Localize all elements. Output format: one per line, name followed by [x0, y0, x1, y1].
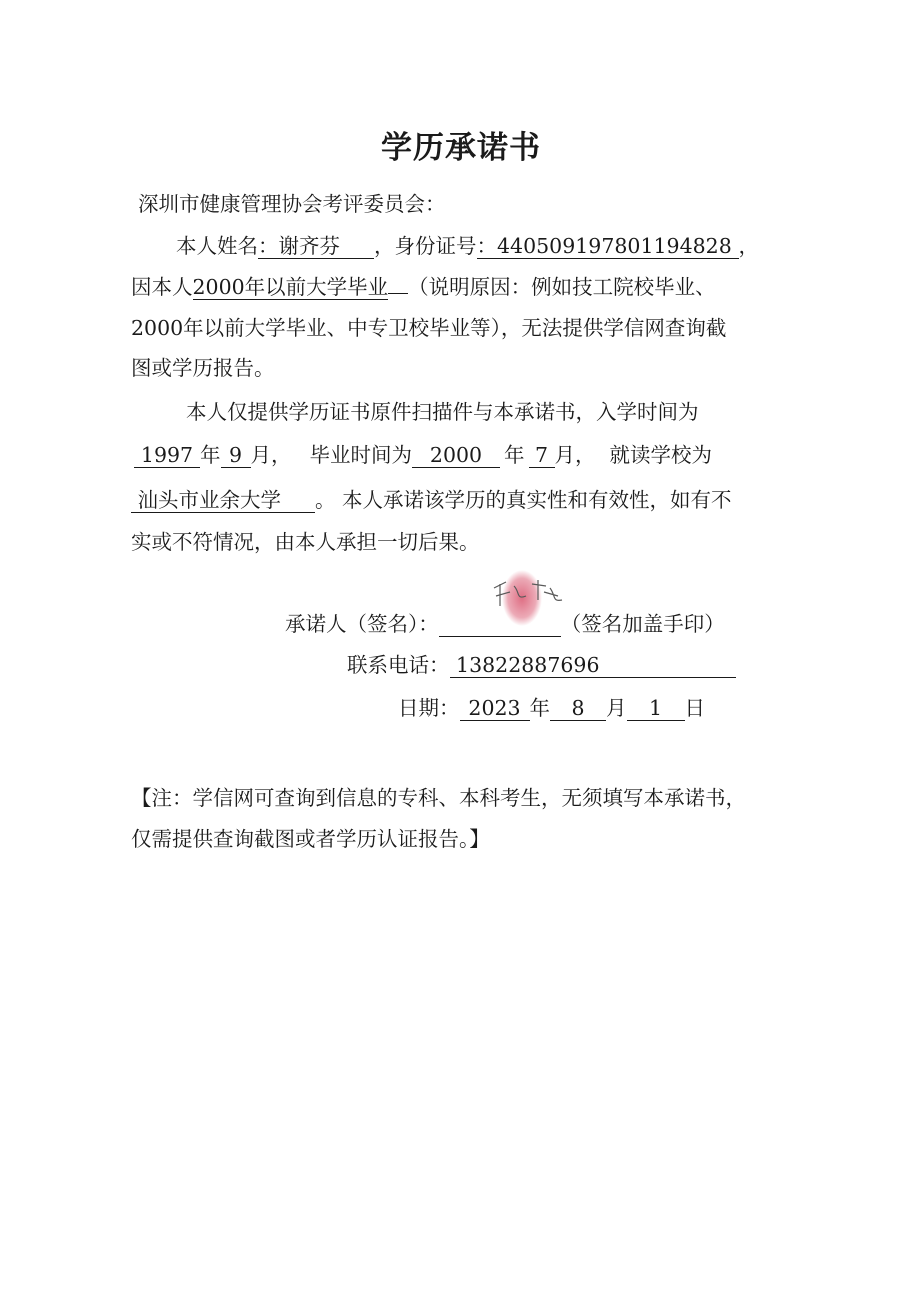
- graduation-month-unit: 月，: [554, 443, 596, 467]
- signature-line: [285, 610, 725, 638]
- reason-line-2: 2000年以前大学毕业、中专卫校毕业等），无法提供学信网查询截: [131, 316, 727, 340]
- statement-continuation: 。 本人承诺该学历的真实性和有效性，如有不: [315, 488, 732, 512]
- enroll-month-unit: 月，: [250, 443, 292, 467]
- signature-field: [439, 612, 561, 637]
- dates-line: [134, 441, 712, 469]
- reason-line: [131, 273, 716, 301]
- graduation-month-field: 7: [529, 443, 555, 468]
- date-year-unit: 年: [529, 696, 550, 720]
- statement-line-1: 本人仅提供学历证书原件扫描件与本承诺书，入学时间为: [186, 400, 699, 424]
- date-year-field: 2023: [460, 696, 530, 721]
- document-title: 学历承诺书: [381, 130, 541, 166]
- phone-label: 联系电话：: [347, 653, 450, 677]
- date-line: [398, 694, 705, 722]
- enroll-month-field: 9: [221, 443, 251, 468]
- signature-label: 承诺人（签名）：: [285, 612, 439, 636]
- graduation-label: 毕业时间为: [309, 443, 412, 467]
- school-line: [131, 486, 732, 514]
- line-end-comma: ，: [738, 234, 759, 258]
- graduation-year-field: 2000: [412, 443, 500, 468]
- reason-line-3: 图或学历报告。: [131, 356, 275, 380]
- note-line-2: 仅需提供查询截图或者学历认证报告。】: [131, 827, 490, 851]
- reason-prefix: 因本人: [131, 275, 193, 299]
- reason-field: 2000年以前大学毕业: [192, 275, 389, 299]
- date-label: 日期：: [398, 696, 460, 720]
- recipient-line: 深圳市健康管理协会考评委员会：: [138, 192, 446, 216]
- handwritten-signature: [494, 580, 562, 606]
- reason-explanation: （说明原因：例如技工院校毕业、: [408, 275, 716, 299]
- phone-field: 13822887696: [450, 653, 736, 678]
- school-label: 就读学校为: [609, 443, 712, 467]
- id-label: ，身份证号: [374, 234, 477, 258]
- name-label: 本人姓名: [176, 234, 258, 258]
- date-day-field: 1: [627, 696, 685, 721]
- name-id-line: [176, 232, 759, 260]
- enroll-year-field: 1997: [134, 443, 200, 468]
- school-field: 汕头市业余大学: [131, 488, 315, 513]
- graduation-year-unit: 年: [504, 443, 525, 467]
- signature-suffix: （签名加盖手印）: [560, 612, 725, 636]
- statement-line-4: 实或不符情况，由本人承担一切后果。: [131, 530, 480, 554]
- name-field: ：谢齐芬: [258, 234, 374, 259]
- contact-line: [347, 651, 736, 679]
- date-month-unit: 月: [606, 696, 627, 720]
- date-day-unit: 日: [684, 696, 705, 720]
- enroll-year-unit: 年: [200, 443, 221, 467]
- note-line-1: 【注：学信网可查询到信息的专科、本科考生，无须填写本承诺书，: [131, 786, 746, 810]
- id-number-field: ：440509197801194828: [477, 234, 739, 259]
- date-month-field: 8: [550, 696, 606, 721]
